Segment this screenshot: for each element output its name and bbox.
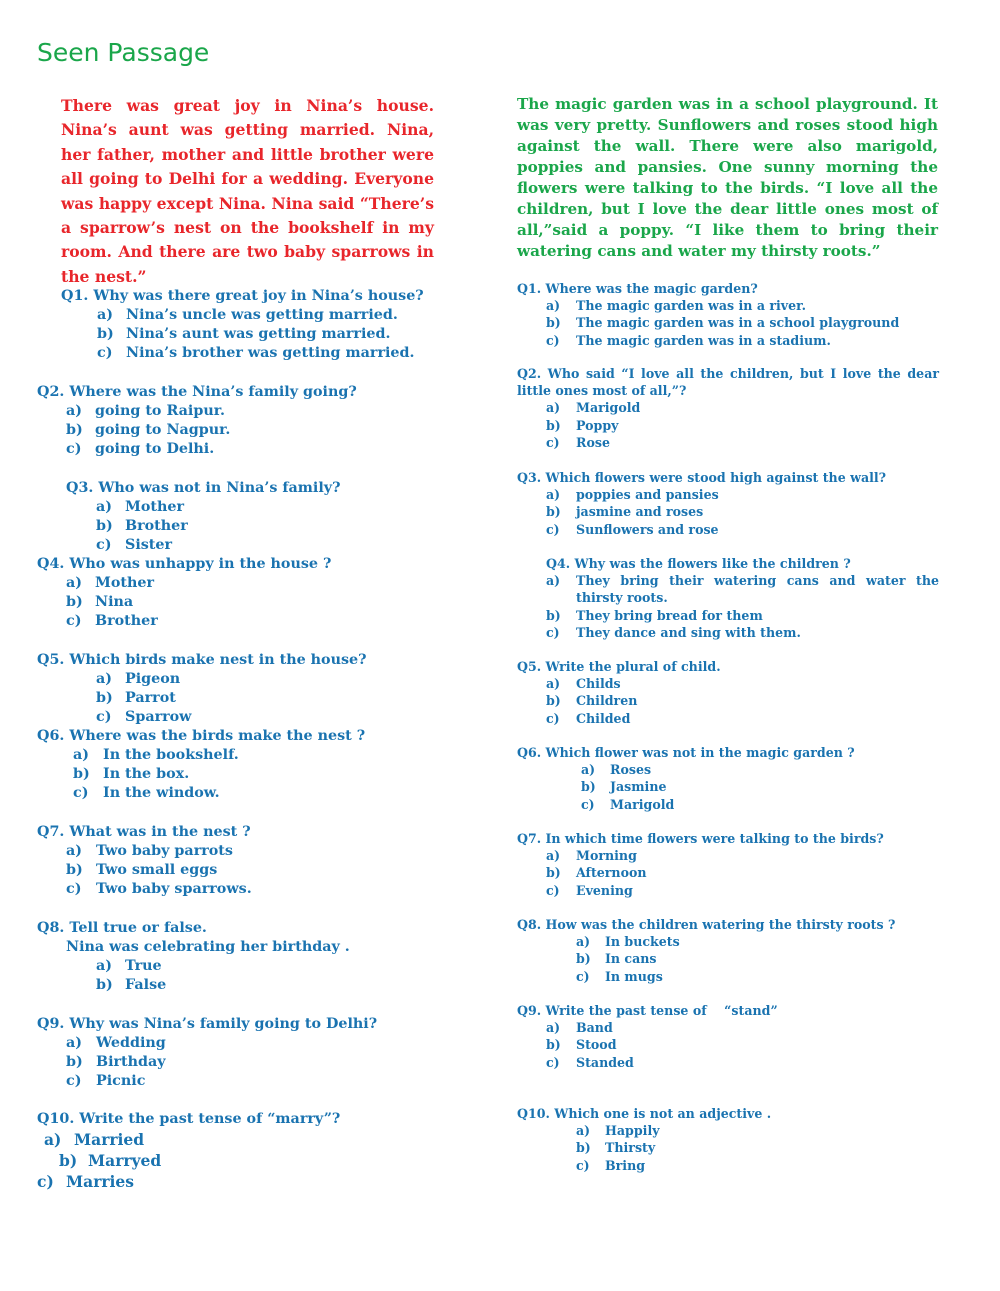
question-stem: Q10. Which one is not an adjective . xyxy=(517,1106,772,1121)
option-b[interactable]: b) They bring bread for them xyxy=(546,607,763,623)
right-question-9 xyxy=(517,1002,939,1071)
right-question-1 xyxy=(517,280,939,349)
option-a[interactable]: a) In the bookshelf. xyxy=(73,747,239,764)
left-question-8 xyxy=(37,919,350,995)
option-a[interactable]: a) Band xyxy=(546,1020,613,1036)
option-a[interactable]: a) going to Raipur. xyxy=(66,403,225,420)
question-stem: Q8. Tell true or false. xyxy=(37,920,207,936)
option-b[interactable]: b) Marryed xyxy=(59,1151,162,1171)
option-b[interactable]: b) Brother xyxy=(96,518,188,535)
right-question-7 xyxy=(517,830,939,899)
question-stem: Q2. Where was the Nina’s family going? xyxy=(37,384,357,400)
option-b[interactable]: b) Stood xyxy=(546,1037,617,1053)
question-stem: Q2. Who said “I love all the children, but I love the dear little ones most of all,”? xyxy=(517,366,939,399)
option-c[interactable]: c) Brother xyxy=(66,613,158,630)
option-a[interactable]: a) Mother xyxy=(66,575,154,592)
question-statement: Nina was celebrating her birthday . xyxy=(66,939,350,956)
question-stem: Q6. Where was the birds make the nest ? xyxy=(37,728,366,744)
option-c[interactable]: c) Rose xyxy=(546,434,610,450)
option-c[interactable]: c) They dance and sing with them. xyxy=(546,624,801,640)
option-b[interactable]: b) The magic garden was in a school playground xyxy=(546,315,900,331)
option-b[interactable]: b) Jasmine xyxy=(581,779,667,795)
option-b[interactable]: b) In cans xyxy=(576,951,657,967)
option-c[interactable]: c) Picnic xyxy=(66,1073,146,1090)
option-a[interactable]: a) Roses xyxy=(581,762,652,778)
question-stem: Q8. How was the children watering the thirsty roots ? xyxy=(517,917,896,932)
option-b[interactable]: b) Two small eggs xyxy=(66,862,218,879)
question-stem: Q7. What was in the nest ? xyxy=(37,824,251,840)
option-b[interactable]: b) Birthday xyxy=(66,1054,166,1071)
option-c[interactable]: c) Sunflowers and rose xyxy=(546,521,719,537)
option-a[interactable]: a) Marigold xyxy=(546,400,641,416)
option-c[interactable]: c) Nina’s brother was getting married. xyxy=(97,345,415,362)
option-c[interactable]: c) Bring xyxy=(576,1157,646,1173)
question-stem: Q1. Why was there great joy in Nina’s house? xyxy=(61,288,424,304)
question-stem: Q5. Write the plural of child. xyxy=(517,659,721,674)
passage-left: There was great joy in Nina’s house. Nina’s aunt was getting married. Nina, her father, mother and little brother were all going to Delhi for a wedding. Everyone was happy except Nina. Nina said “There’s a sparrow’s nest on the bookshelf in my room. And there are two baby sparrows in the nest.” xyxy=(61,96,434,286)
question-stem: Q4. Why was the flowers like the children ? xyxy=(546,556,851,571)
page-title: Seen Passage xyxy=(37,38,210,67)
left-question-4 xyxy=(37,555,331,631)
left-question-9 xyxy=(37,1015,377,1091)
option-a[interactable]: a) Nina’s uncle was getting married. xyxy=(97,307,398,324)
option-c[interactable]: c) In the window. xyxy=(73,785,220,802)
left-question-6 xyxy=(37,727,365,803)
right-question-3 xyxy=(517,469,939,538)
right-question-8 xyxy=(517,916,939,985)
option-a[interactable]: a) Wedding xyxy=(66,1035,166,1052)
right-question-5 xyxy=(517,658,939,727)
right-question-4 xyxy=(517,555,939,641)
option-b[interactable]: b) Children xyxy=(546,693,638,709)
left-question-3 xyxy=(66,479,340,555)
option-c[interactable]: c) In mugs xyxy=(576,968,663,984)
question-stem: Q1. Where was the magic garden? xyxy=(517,281,758,296)
option-b[interactable]: b) Nina’s aunt was getting married. xyxy=(97,326,391,343)
option-b[interactable]: b) Afternoon xyxy=(546,865,647,881)
option-b[interactable]: b) In the box. xyxy=(73,766,190,783)
option-c[interactable]: c) Standed xyxy=(546,1054,634,1070)
option-c[interactable]: c) Sister xyxy=(96,537,173,554)
option-c[interactable]: c) Sparrow xyxy=(96,709,192,726)
option-a[interactable]: a) Married xyxy=(44,1130,145,1150)
right-question-6 xyxy=(517,744,939,813)
option-b[interactable]: b) Parrot xyxy=(96,690,176,707)
left-question-1 xyxy=(61,287,424,363)
question-stem: Q4. Who was unhappy in the house ? xyxy=(37,556,332,572)
option-a[interactable]: a) The magic garden was in a river. xyxy=(546,298,806,314)
option-b[interactable]: b) going to Nagpur. xyxy=(66,422,231,439)
option-c[interactable]: c) going to Delhi. xyxy=(66,441,215,458)
option-a[interactable]: a) Pigeon xyxy=(96,671,181,688)
option-c[interactable]: c) Marries xyxy=(37,1172,135,1192)
left-question-7 xyxy=(37,823,252,899)
option-a[interactable]: a) True xyxy=(96,958,162,975)
right-question-10 xyxy=(517,1105,939,1174)
question-stem: Q9. Why was Nina’s family going to Delhi? xyxy=(37,1016,378,1032)
option-b[interactable]: b) Poppy xyxy=(546,417,619,433)
question-stem: Q6. Which flower was not in the magic garden ? xyxy=(517,745,855,760)
option-a[interactable]: a) In buckets xyxy=(576,934,680,950)
question-stem: Q5. Which birds make nest in the house? xyxy=(37,652,367,668)
passage-right: The magic garden was in a school playground. It was very pretty. Sunflowers and roses stood high against the wall. There were also marigold, poppies and pansies. One sunny morning the flowers were talking to the birds. “I love all the children, but I love the dear little ones most of all,”said a poppy. “I like them to bring their watering cans and water my thirsty roots.” xyxy=(517,95,938,260)
option-b[interactable]: b) jasmine and roses xyxy=(546,504,704,520)
option-a[interactable]: a) Two baby parrots xyxy=(66,843,233,860)
option-c[interactable]: c) The magic garden was in a stadium. xyxy=(546,332,831,348)
option-a[interactable]: a) Morning xyxy=(546,848,637,864)
left-question-2 xyxy=(37,383,357,459)
option-a[interactable]: a) poppies and pansies xyxy=(546,487,719,503)
question-stem: Q7. In which time flowers were talking to the birds? xyxy=(517,831,884,846)
option-a[interactable]: a) They bring their watering cans and water the thirsty roots. xyxy=(546,573,939,606)
question-stem: Q10. Write the past tense of “marry”? xyxy=(37,1111,341,1127)
right-question-2 xyxy=(517,365,939,451)
option-a[interactable]: a) Childs xyxy=(546,676,621,692)
question-stem: Q9. Write the past tense of “stand” xyxy=(517,1003,778,1018)
option-c[interactable]: c) Two baby sparrows. xyxy=(66,881,252,898)
question-stem: Q3. Who was not in Nina’s family? xyxy=(66,480,341,496)
left-question-10 xyxy=(37,1110,340,1192)
question-stem: Q3. Which flowers were stood high against the wall? xyxy=(517,470,887,485)
option-c[interactable]: c) Childed xyxy=(546,710,631,726)
left-question-5 xyxy=(37,651,367,727)
option-a[interactable]: a) Mother xyxy=(96,499,184,516)
option-a[interactable]: a) Happily xyxy=(576,1123,660,1139)
option-c[interactable]: c) Evening xyxy=(546,882,633,898)
option-b[interactable]: b) False xyxy=(96,977,167,994)
option-c[interactable]: c) Marigold xyxy=(581,796,675,812)
option-b[interactable]: b) Nina xyxy=(66,594,134,611)
option-b[interactable]: b) Thirsty xyxy=(576,1140,656,1156)
